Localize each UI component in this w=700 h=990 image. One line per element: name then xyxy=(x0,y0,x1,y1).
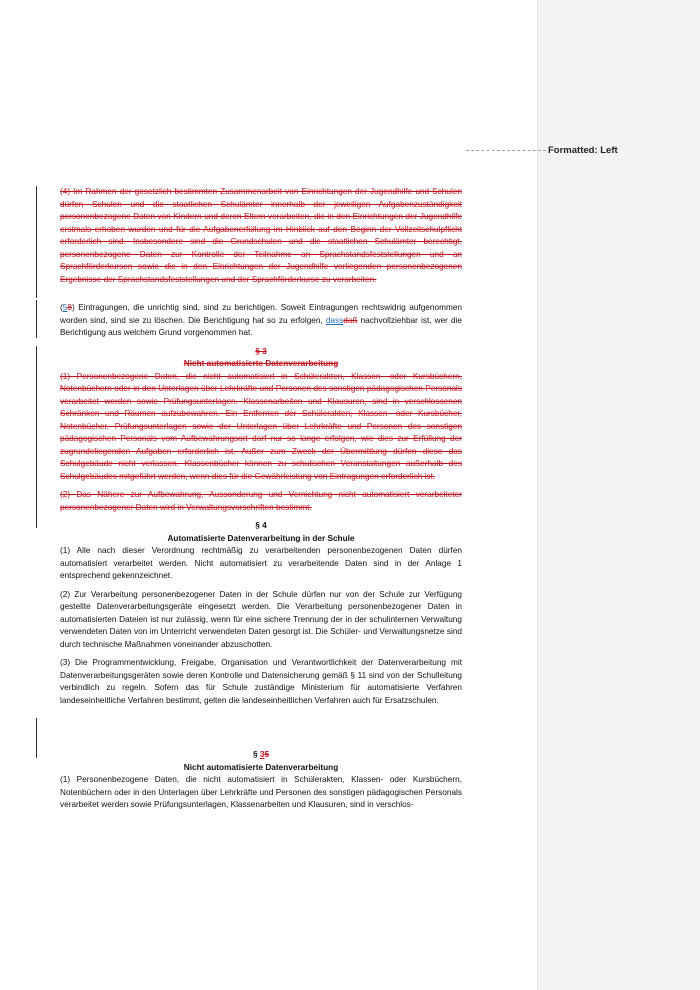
change-bar xyxy=(36,718,37,758)
deleted-section-digit: 5 xyxy=(264,750,270,759)
paragraph-5-text: ) Eintragungen, die unrichtig sind, sind zu berichtigen. Soweit Eintragungen rechtswidrig aufgenommen worden sind, sind sie zu löschen. Die Berichtigung hat so zu erfolgen, xyxy=(60,303,462,325)
section-35-paragraph-1: (1) Personenbezogene Daten, die nicht automatisiert in Schülerakten, Klassen- oder Kursbüchern, Notenbüchern oder in den Unterlagen über Lehrkräfte und Personen des sonstigen pädagogischen Personals verarbeitet werden sowie Prüfungsunterlagen, Klassenarbeiten und Klausuren, sind in verschlos- xyxy=(60,775,462,809)
section-4-paragraph-2: (2) Zur Verarbeitung personenbezogener Daten in der Schule dürfen nur von der Schule zur Verfügung gestellte Datenverarbeitungsgeräte eingesetzt werden. Die Verarbeitung personenbezogener Daten in automatisierten Dateien ist nur zulässig, wenn für eine sichere Trennung der in der schulinternen Verwaltung verwendeten Daten von im Unterricht verwendeten Daten gesorgt ist. Die Schüler- und Verwaltungsnetze sind durch technische Maßnahmen voneinander abzuschotten. xyxy=(60,589,462,649)
section-35-number xyxy=(60,749,462,762)
paragraph-5 xyxy=(60,302,462,340)
section-3-paragraph-1: (1) Personenbezogene Daten, die nicht automatisiert in Schülerakten, Klassen- oder Kursbüchern, Notenbüchern oder in den Unterlagen über Lehrkräfte und Personen des sonstigen pädagogischen Personals verarbeitet werden sowie Prüfungsunterlagen, Klassenarbeiten und Klausuren, sind in verschlossenen Schränken und Räumen aufzubewahren. Ein Entfernen der Schülerakten, Klassen- oder Kursbücher, Notenbücher, Prüfungsunterlagen sowie der Unterlagen über Lehrkräfte und Personen des sonstigen pädagogischen Personals vom Aufbewahrungsort darf nur so lange erfolgen, wie dies zur Erfüllung der zugrundeliegenden Aufgaben erforderlich ist. Außer zum Zweck der Übermittlung dürfen diese das Schulgebäude nicht verlassen. Klassenbücher können zu schulischen Veranstaltungen außerhalb des Schulgebäudes mitgeführt werden, wenn dies für die Gewährleistung von Eintragungen erforderlich ist. xyxy=(60,371,462,481)
paragraph-5-text-end: nachvollziehbar ist, wer die Berichtigung aus welchem Grund vorgenommen hat. xyxy=(60,315,463,337)
paren-open: ( xyxy=(60,303,63,312)
section-4-paragraph-1: (1) Alle nach dieser Verordnung rechtmäßig zu verarbeitenden personenbezogenen Daten dürfen automatisiert verarbeitet werden. Nicht automatisiert zu verarbeitende Daten sind in der Anlage 1 entsprechend gekennzeichnet. xyxy=(60,546,462,580)
section-3-title: Nicht automatisierte Datenverarbeitung xyxy=(183,359,339,368)
comment-connector-line xyxy=(466,150,546,151)
inserted-section-digit: 3 xyxy=(259,750,265,759)
section-4-title: Automatisierte Datenverarbeitung in der Schule xyxy=(167,533,355,543)
change-bar xyxy=(36,346,37,528)
section-4-number: § 4 xyxy=(255,521,267,530)
section-35-title: Nicht automatisierte Datenverarbeitung xyxy=(183,762,339,772)
deleted-paragraph-4: (4) Im Rahmen der gesetzlich bestimmten Zusammenarbeit von Einrichtungen der Jugendhilfe und Schulen dürfen Schulen und die staatlichen Schulämter innerhalb der jeweiligen Aufgabenzuständigkeit personenbezogene Daten von Kindern und deren Eltern verarbeiten, die in den Einrichtungen der Jugendhilfe erstmals erhoben wurden und für die Aufgabenerfüllung im Hinblick auf den Beginn der Vollzeitschulpflicht erforderlich sind. Insbesondere sind die Grundschulen und die staatlichen Schulämter berechtigt, personenbezogene Daten zur Kontrolle der Teilnahme an Sprachstandsfeststellungen und an Sprachförderkursen sowie die in den Einrichtungen der Jugendhilfe vorliegenden personenbezogenen Ergebnisse der Sprachstandsfeststellungen und der Sprachförderkurse zu verarbeiten. xyxy=(60,187,462,284)
change-bar xyxy=(36,186,37,298)
deleted-number: 8 xyxy=(67,303,72,312)
section-3-paragraph-2: (2) Das Nähere zur Aufbewahrung, Aussonderung und Vernichtung nicht automatisiert verarbeiteter personenbezogener Daten wird in Verwaltungsvorschriften bestimmt. xyxy=(60,490,462,512)
deleted-word: daß xyxy=(343,315,358,325)
change-bar xyxy=(36,300,37,338)
comment-label[interactable]: Formatted: Left xyxy=(548,145,618,156)
inserted-word: dass xyxy=(325,315,344,325)
section-3-number: § 3 xyxy=(255,346,267,356)
section-4-paragraph-3: (3) Die Programmentwicklung, Freigabe, Organisation und Verantwortlichkeit der Datenverarbeitung mit Datenverarbeitungsgeräten sowie deren Kontrolle und Datensicherung gemäß § 11 sind von der Schulleitung verbindlich zu regeln. Sofern das für Schule zuständige Ministerium für automatisierte Verfahren landeseinheitliche Verfahren bestimmt, gelten die landeseinheitlichen Verfahren auch für Ersatzschulen. xyxy=(60,658,462,705)
inserted-number: 5 xyxy=(62,303,68,312)
section-sign: § xyxy=(252,750,260,759)
document-body xyxy=(60,186,462,818)
